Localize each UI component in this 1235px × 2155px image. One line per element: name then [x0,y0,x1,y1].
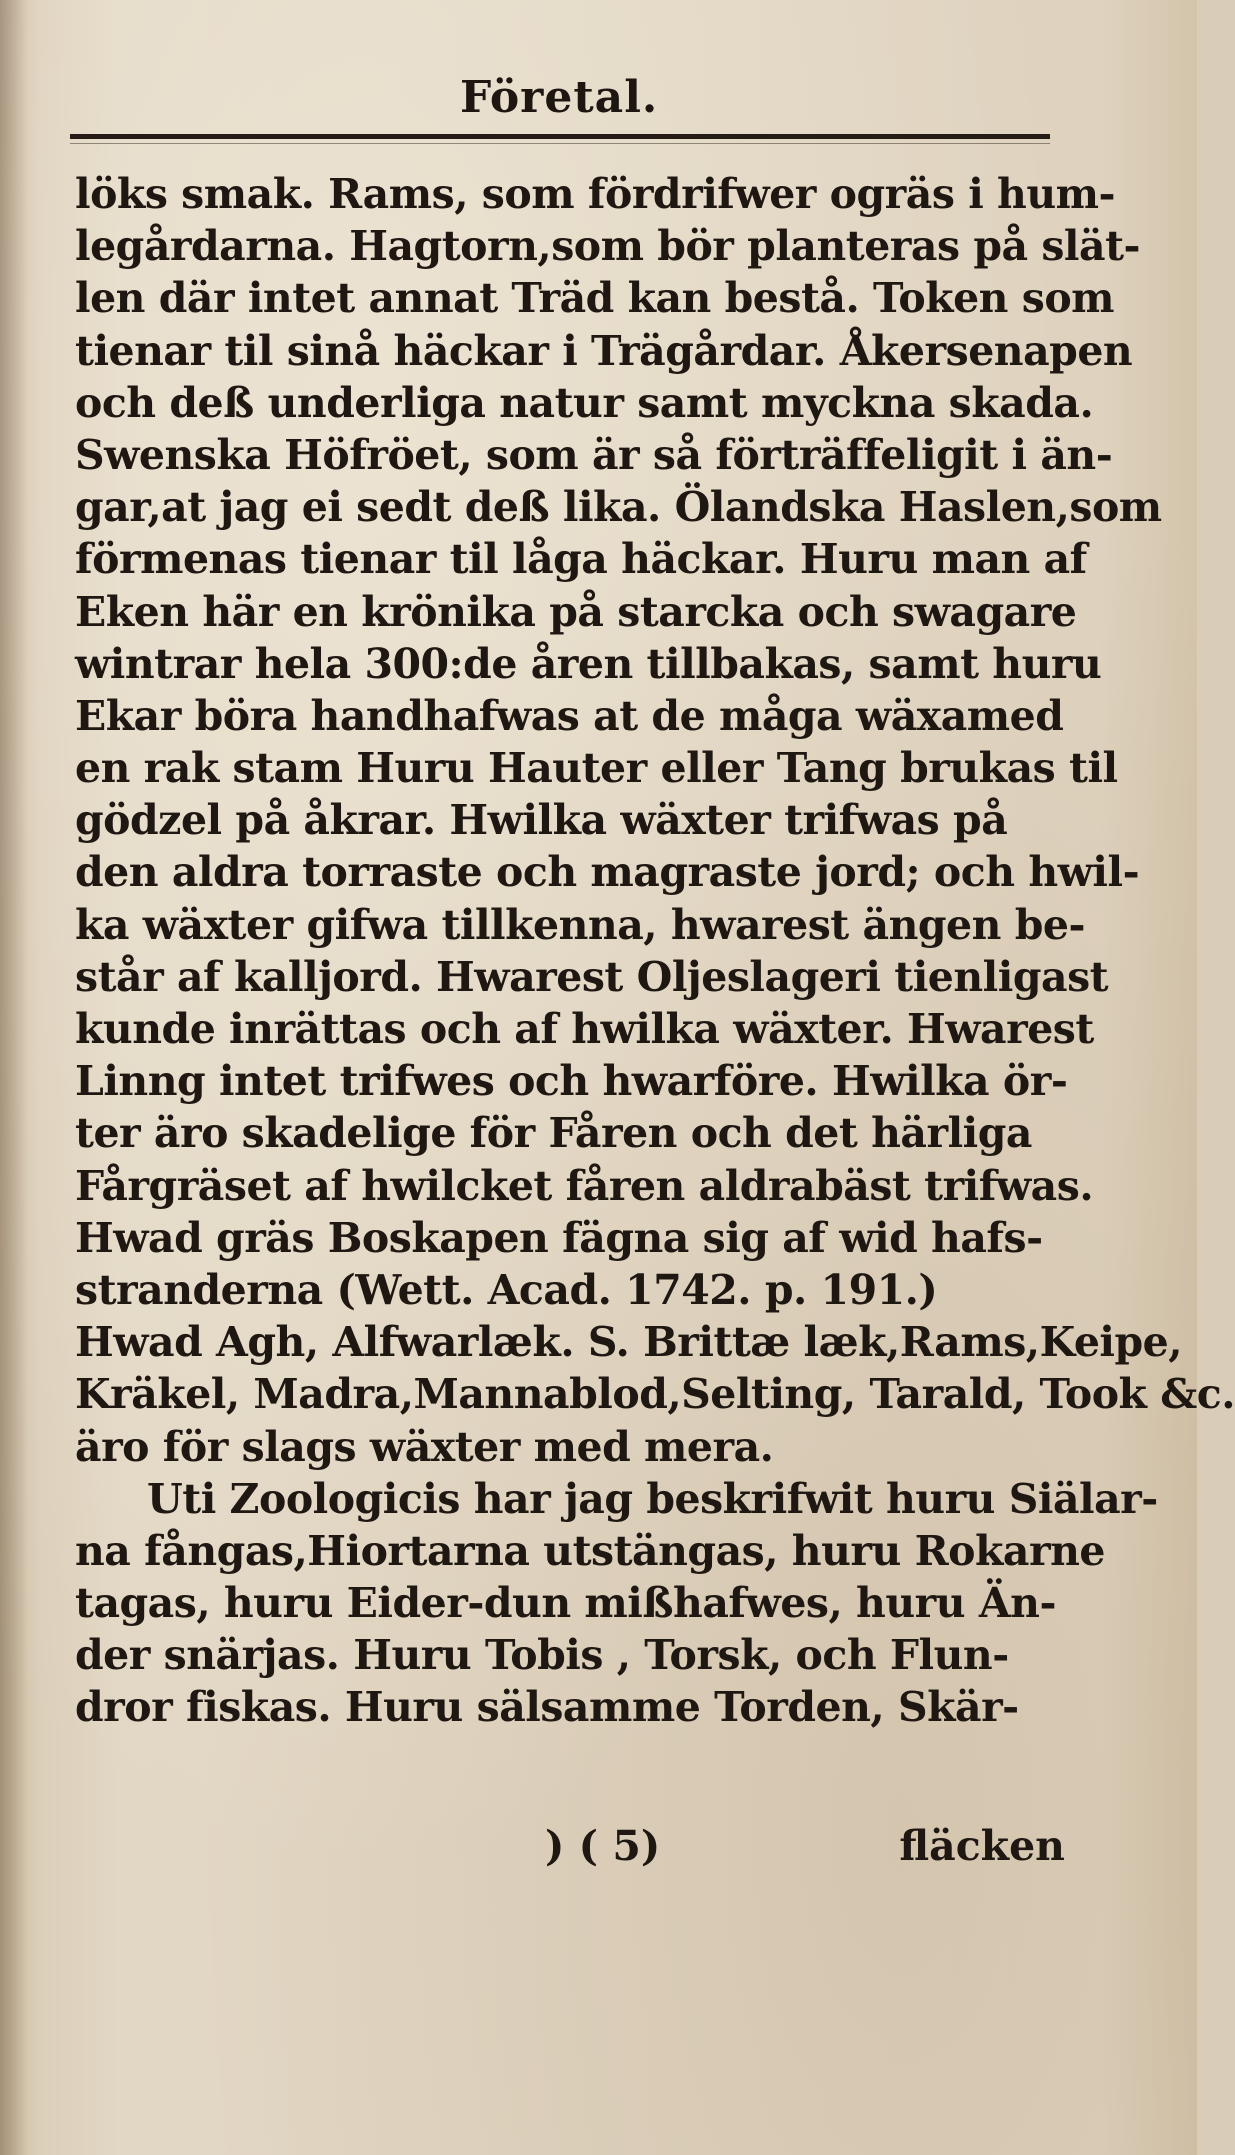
running-head: Företal. [460,72,659,123]
text-line: äro för slags wäxter med mera. [75,1422,774,1471]
text-line: len där intet annat Träd kan bestå. Token som [75,274,1115,323]
text-line: Ekar böra handhafwas at de måga wäxamed [75,691,1064,740]
text-line: gar,at jag ei sedt deß lika. Ölandska Haslen,som [75,483,1162,532]
text-line: legårdarna. Hagtorn,som bör planteras på slät- [75,222,1141,271]
signature-mark: ) ( 5) [545,1822,661,1870]
catchword: fläcken [899,1822,1065,1870]
text-line: en rak stam Huru Hauter eller Tang brukas til [75,744,1118,793]
text-line: den aldra torraste och magraste jord; och hwil- [75,848,1140,897]
text-line: kunde inrättas och af hwilka wäxter. Hwarest [75,1005,1094,1053]
header-rule-thin [70,143,1050,144]
text-line: förmenas tienar til låga häckar. Huru man af [75,535,1087,584]
text-line: Fårgräset af hwilcket fåren aldrabäst trifwas. [75,1161,1094,1210]
text-line: löks smak. Rams, som fördrifwer ogräs i hum- [75,170,1116,218]
text-line: gödzel på åkrar. Hwilka wäxter trifwas på [75,796,1008,845]
text-line: wintrar hela 300:de åren tillbakas, samt huru [75,639,1102,688]
text-line: der snärjas. Huru Tobis , Torsk, och Flun- [75,1631,1009,1680]
text-line: Eken här en krönika på starcka och swagare [75,587,1077,636]
text-line: och deß underliga natur samt myckna skada. [75,378,1094,427]
page-gutter-shadow [0,0,28,2155]
text-line: Uti Zoologicis har jag beskrifwit huru Siälar- [147,1474,1158,1523]
page-footer [75,1822,1075,1882]
text-line: stranderna (Wett. Acad. 1742. p. 191.) [75,1265,938,1314]
text-line: Hwad Agh, Alfwarlæk. S. Brittæ læk,Rams,Keipe, [75,1318,1183,1367]
text-line: Linng intet trifwes och hwarföre. Hwilka ör- [75,1057,1068,1106]
text-line: står af kalljord. Hwarest Oljeslageri tienligast [75,952,1109,1001]
text-line: Kräkel, Madra,Mannablod,Selting, Tarald, Took &c. [75,1370,1235,1419]
text-line: ka wäxter gifwa tillkenna, hwarest ängen be- [75,900,1085,949]
text-line: ter äro skadelige för Fåren och det härliga [75,1109,1032,1158]
text-line: dror fiskas. Huru sälsamme Torden, Skär- [75,1683,1019,1732]
text-line: Hwad gräs Boskapen fägna sig af wid hafs- [75,1213,1043,1262]
body-text [75,168,1235,1734]
text-line: tienar til sinå häckar i Trägårdar. Åkersenapen [75,326,1133,375]
header-rule [70,134,1050,139]
text-line: na fångas,Hiortarna utstängas, huru Rokarne [75,1526,1105,1575]
text-line: Swenska Höfröet, som är så förträffeligit i än- [75,430,1113,479]
text-line: tagas, huru Eider-dun mißhafwes, huru Än- [75,1579,1056,1628]
